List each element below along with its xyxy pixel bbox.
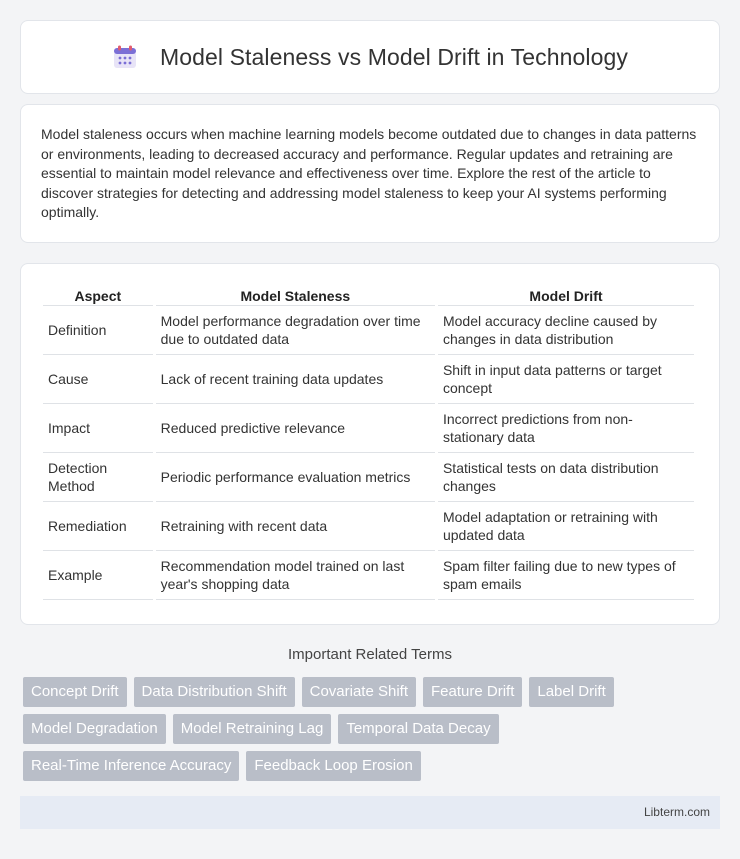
cell-drift: Shift in input data patterns or target concept: [438, 355, 694, 404]
cell-staleness: Reduced predictive relevance: [156, 404, 435, 453]
cell-aspect: Remediation: [43, 502, 153, 551]
header-aspect: Aspect: [43, 284, 153, 306]
table-header-row: [43, 284, 694, 306]
header-model-staleness: Model Staleness: [156, 284, 435, 306]
footer-brand-link[interactable]: Libterm.com: [643, 805, 710, 819]
tag-covariate-shift[interactable]: Covariate Shift: [302, 677, 416, 707]
cell-drift: Statistical tests on data distribution changes: [438, 453, 694, 502]
intro-card: [20, 104, 720, 243]
cell-drift: Model adaptation or retraining with updated data: [438, 502, 694, 551]
tag-model-retraining-lag[interactable]: Model Retraining Lag: [173, 714, 332, 744]
comparison-table: [40, 284, 697, 600]
tag-feedback-loop-erosion[interactable]: Feedback Loop Erosion: [246, 751, 420, 781]
table-row: [43, 453, 694, 502]
tag-data-distribution-shift[interactable]: Data Distribution Shift: [134, 677, 295, 707]
cell-staleness: Model performance degradation over time due to outdated data: [156, 306, 435, 355]
tag-feature-drift[interactable]: Feature Drift: [423, 677, 522, 707]
cell-aspect: Impact: [43, 404, 153, 453]
cell-staleness: Lack of recent training data updates: [156, 355, 435, 404]
footer: [20, 796, 720, 829]
cell-aspect: Cause: [43, 355, 153, 404]
tag-temporal-data-decay[interactable]: Temporal Data Decay: [338, 714, 498, 744]
related-terms-list: [23, 677, 723, 788]
cell-staleness: Retraining with recent data: [156, 502, 435, 551]
cell-drift: Spam filter failing due to new types of spam emails: [438, 551, 694, 600]
cell-staleness: Periodic performance evaluation metrics: [156, 453, 435, 502]
cell-aspect: Example: [43, 551, 153, 600]
cell-aspect: Definition: [43, 306, 153, 355]
table-row: [43, 502, 694, 551]
cell-drift: Incorrect predictions from non-stationary data: [438, 404, 694, 453]
table-row: [43, 306, 694, 355]
intro-text: Model staleness occurs when machine learning models become outdated due to changes in data patterns or environments, leading to decreased accuracy and performance. Regular updates and retraining are essential to maintain model relevance and effectiveness over time. Explore the rest of the article to discover strategies for detecting and addressing model staleness to keep your AI systems performing optimally.: [41, 126, 697, 221]
table-row: [43, 551, 694, 600]
cell-staleness: Recommendation model trained on last year's shopping data: [156, 551, 435, 600]
tag-model-degradation[interactable]: Model Degradation: [23, 714, 166, 744]
table-row: [43, 404, 694, 453]
tag-row: [23, 751, 723, 781]
tag-row: [23, 714, 723, 744]
calendar-icon: [112, 44, 138, 70]
table-row: [43, 355, 694, 404]
tag-concept-drift[interactable]: Concept Drift: [23, 677, 127, 707]
related-terms-title: Important Related Terms: [288, 646, 452, 663]
cell-drift: Model accuracy decline caused by changes in data distribution: [438, 306, 694, 355]
cell-aspect: Detection Method: [43, 453, 153, 502]
tag-label-drift[interactable]: Label Drift: [529, 677, 613, 707]
header-card: [20, 20, 720, 94]
comparison-card: [20, 263, 720, 625]
page-title: Model Staleness vs Model Drift in Technology: [159, 43, 629, 70]
tag-real-time-inference-accuracy[interactable]: Real-Time Inference Accuracy: [23, 751, 239, 781]
tag-row: [23, 677, 723, 707]
header-model-drift: Model Drift: [438, 284, 694, 306]
